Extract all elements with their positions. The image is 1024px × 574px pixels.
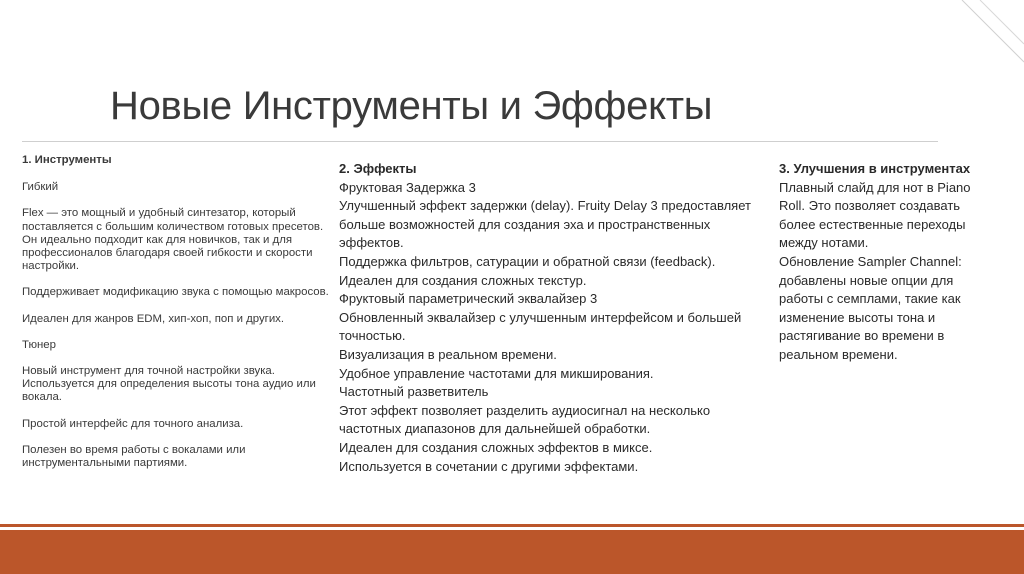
paragraph: Новый инструмент для точной настройки звука. Используется для определения высоты тона аудио или вокала. (22, 365, 316, 404)
paragraph: Гибкий (22, 181, 59, 194)
text-line: Используется в сочетании с другими эффектами. (339, 458, 639, 474)
text-line: Поддержка фильтров, сатурации и обратной связи (feedback). (339, 253, 716, 269)
paragraph: Полезен во время работы с вокалами или инструментальными партиями. (22, 443, 246, 470)
column-effects (339, 160, 759, 476)
text-line: Удобное управление частотами для микширования. (339, 365, 654, 381)
text-line: Идеален для создания сложных текстур. (339, 272, 587, 288)
text-line: Этот эффект позволяет разделить аудиосигнал на несколько частотных диапазонов для дальнейшей обработки. (339, 402, 711, 437)
text-line: Улучшенный эффект задержки (delay). Fruity Delay 3 предоставляет больше возможностей для создания эха и пространственных эффектов. (339, 198, 751, 251)
column-effects-heading: 2. Эффекты (339, 161, 417, 176)
column-instruments (22, 154, 340, 483)
paragraph: Простой интерфейс для точного анализа. (22, 417, 244, 430)
column-improvements-heading: 3. Улучшения в инструментах (779, 161, 971, 176)
slide-title: Новые Инструменты и Эффекты (110, 84, 713, 128)
corner-decoration (954, 0, 1024, 70)
text-line: Обновление Sampler Channel: добавлены новые опции для работы с семплами, такие как изменение высоты тона и растягивание во времени в реальном времени. (779, 253, 962, 362)
footer-accent-line (0, 524, 1024, 527)
paragraph: Тюнер (22, 338, 56, 351)
text-line: Фруктовый параметрический эквалайзер 3 (339, 291, 598, 307)
paragraph: Поддерживает модификацию звука с помощью макросов. (22, 286, 329, 299)
paragraph: Идеален для жанров EDM, хип-хоп, поп и других. (22, 312, 285, 325)
text-line: Частотный разветвитель (339, 384, 489, 400)
text-line: Фруктовая Задержка 3 (339, 179, 476, 195)
text-line: Идеален для создания сложных эффектов в миксе. (339, 439, 653, 455)
column-improvements (779, 160, 984, 365)
footer-accent-band (0, 530, 1024, 574)
text-line: Визуализация в реальном времени. (339, 346, 557, 362)
column-instruments-heading: 1. Инструменты (22, 154, 112, 166)
paragraph: Flex — это мощный и удобный синтезатор, который поставляется с большим количеством готовых пресетов. Он идеально подходит как для новичков, так и для профессионалов благодаря своей гибкости и скорости настройки. (22, 207, 324, 273)
title-divider (22, 141, 938, 142)
text-line: Обновленный эквалайзер с улучшенным интерфейсом и большей точностью. (339, 309, 742, 344)
text-line: Плавный слайд для нот в Piano Roll. Это позволяет создавать более естественные переходы между нотами. (779, 179, 971, 251)
